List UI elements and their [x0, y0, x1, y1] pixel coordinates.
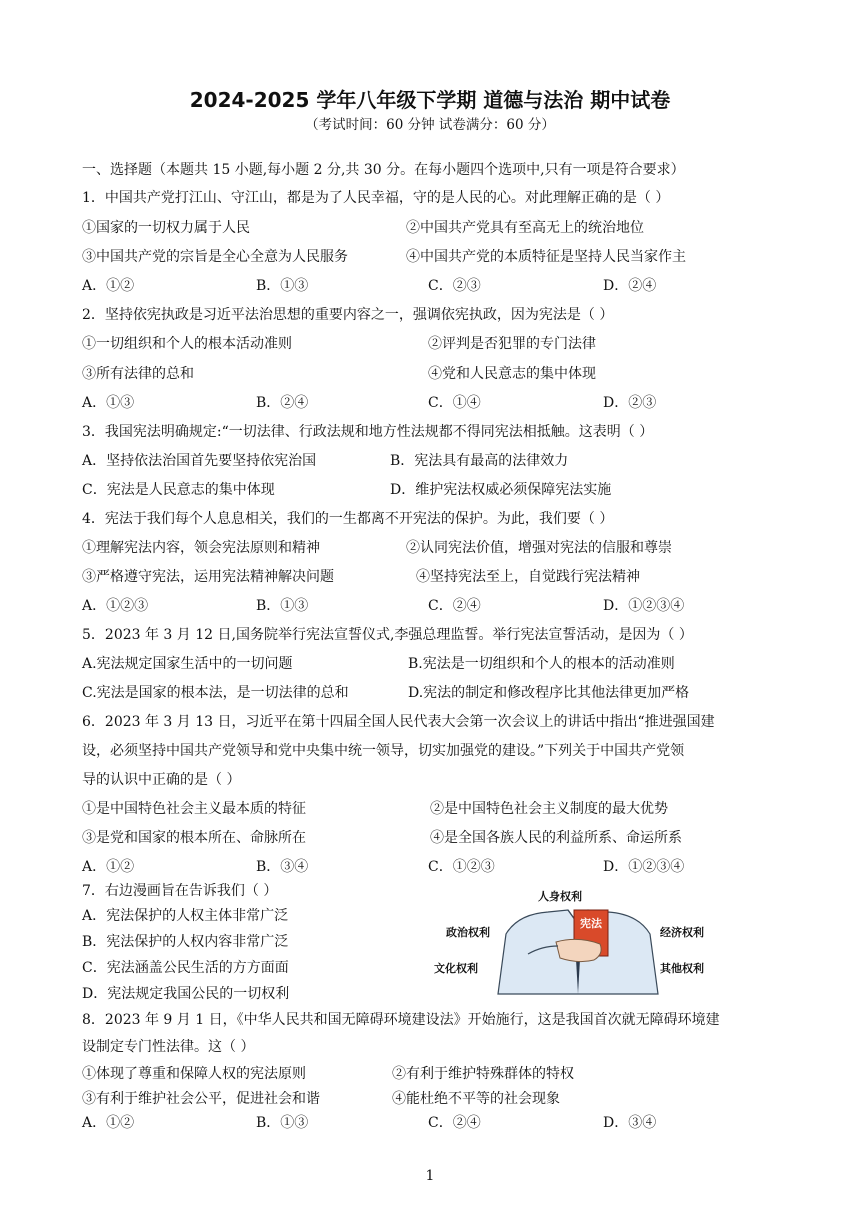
q2-statement-2: ②评判是否犯罪的专门法律: [428, 336, 596, 352]
q2-statement-3: ③所有法律的总和: [82, 366, 194, 382]
q3-option-c: C．宪法是人民意志的集中体现: [82, 482, 275, 498]
q6-statement-4: ④是全国各族人民的利益所系、命运所系: [430, 830, 682, 846]
page-number: 1: [425, 1168, 435, 1184]
q1-statement-1: ①国家的一切权力属于人民: [82, 220, 250, 236]
q4-option-a: A．①②③: [82, 598, 149, 614]
q1-option-b: B．①③: [256, 278, 309, 294]
q1-option-d: D．②④: [603, 278, 657, 294]
question-6-stem-line-2: 设，必须坚持中国共产党领导和党中央集中统一领导，切实加强党的建设。”下列关于中国共产党领: [82, 743, 685, 759]
question-8-stem-line-2: 设制定专门性法律。这（ ）: [82, 1039, 255, 1055]
q6-option-b: B．③④: [256, 859, 309, 875]
q2-option-d: D．②③: [603, 395, 657, 411]
exam-subtitle: （考试时间：60 分钟 试卷满分：60 分）: [305, 117, 555, 133]
question-2-stem: 2．坚持依宪执政是习近平法治思想的重要内容之一，强调依宪执政，因为宪法是（ ）: [82, 307, 614, 323]
question-7-stem: 7．右边漫画旨在告诉我们（ ）: [82, 883, 278, 899]
q2-statement-1: ①一切组织和个人的根本活动准则: [82, 336, 292, 352]
q8-option-b: B．①③: [256, 1115, 309, 1131]
q2-option-a: A．①③: [82, 395, 135, 411]
q3-option-a: A．坚持依法治国首先要坚持依宪治国: [82, 453, 317, 469]
exam-title: 2024-2025 学年八年级下学期 道德与法治 期中试卷: [189, 88, 671, 112]
q2-option-c: C．①④: [428, 395, 481, 411]
q5-option-c: C.宪法是国家的根本法，是一切法律的总和: [82, 685, 349, 701]
q8-option-c: C．②④: [428, 1115, 481, 1131]
q5-option-b: B.宪法是一切组织和个人的根本的活动准则: [408, 656, 675, 672]
q3-option-d: D．维护宪法权威必须保障宪法实施: [390, 482, 612, 498]
q4-statement-1: ①理解宪法内容，领会宪法原则和精神: [82, 540, 320, 556]
q6-option-d: D．①②③④: [603, 859, 685, 875]
cartoon-label-political-rights: 政治权利: [446, 926, 490, 939]
q4-option-d: D．①②③④: [603, 598, 685, 614]
question-5-stem: 5．2023 年 3 月 12 日,国务院举行宪法宣誓仪式,李强总理监誓。举行宪法宣誓活动，是因为（ ）: [82, 627, 693, 643]
q8-statement-3: ③有利于维护社会公平，促进社会和谐: [82, 1091, 320, 1107]
question-4-stem: 4．宪法于我们每个人息息相关，我们的一生都离不开宪法的保护。为此，我们要（ ）: [82, 511, 614, 527]
q1-option-a: A．①②: [82, 278, 135, 294]
q8-option-a: A．①②: [82, 1115, 135, 1131]
section-heading: 一、选择题（本题共 15 小题,每小题 2 分,共 30 分。在每小题四个选项中,只有一项是符合要求）: [82, 162, 685, 178]
q4-option-c: C．②④: [428, 598, 481, 614]
constitution-cartoon: [428, 884, 728, 996]
q6-statement-1: ①是中国特色社会主义最本质的特征: [82, 801, 306, 817]
q7-option-d: D．宪法规定我国公民的一切权利: [82, 986, 290, 1002]
q2-option-b: B．②④: [256, 395, 309, 411]
cartoon-label-cultural-rights: 文化权利: [434, 962, 478, 975]
q6-statement-2: ②是中国特色社会主义制度的最大优势: [430, 801, 668, 817]
q5-option-a: A.宪法规定国家生活中的一切问题: [82, 656, 293, 672]
q3-option-b: B．宪法具有最高的法律效力: [390, 453, 569, 469]
q8-statement-4: ④能杜绝不平等的社会现象: [392, 1091, 560, 1107]
q1-statement-4: ④中国共产党的本质特征是坚持人民当家作主: [406, 249, 686, 265]
q4-option-b: B．①③: [256, 598, 309, 614]
q6-statement-3: ③是党和国家的根本所在、命脉所在: [82, 830, 306, 846]
cartoon-label-other-rights: 其他权利: [660, 962, 704, 975]
q4-statement-4: ④坚持宪法至上，自觉践行宪法精神: [416, 569, 640, 585]
question-6-stem-line-1: 6．2023 年 3 月 13 日，习近平在第十四届全国人民代表大会第一次会议上的讲话中指出“推进强国建: [82, 714, 715, 730]
question-6-stem-line-3: 导的认识中正确的是（ ）: [82, 772, 241, 788]
q8-option-d: D．③④: [603, 1115, 657, 1131]
cartoon-label-personal-rights: 人身权利: [538, 890, 582, 903]
q8-statement-2: ②有利于维护特殊群体的特权: [392, 1066, 574, 1082]
q1-statement-2: ②中国共产党具有至高无上的统治地位: [406, 220, 644, 236]
q5-option-d: D.宪法的制定和修改程序比其他法律更加严格: [408, 685, 690, 701]
q6-option-a: A．①②: [82, 859, 135, 875]
q4-statement-2: ②认同宪法价值，增强对宪法的信服和尊崇: [406, 540, 672, 556]
q1-statement-3: ③中国共产党的宗旨是全心全意为人民服务: [82, 249, 348, 265]
cartoon-book-label: 宪法: [580, 917, 602, 930]
q2-statement-4: ④党和人民意志的集中体现: [428, 366, 596, 382]
q7-option-a: A．宪法保护的人权主体非常广泛: [82, 908, 289, 924]
q7-option-b: B．宪法保护的人权内容非常广泛: [82, 934, 289, 950]
q8-statement-1: ①体现了尊重和保障人权的宪法原则: [82, 1066, 306, 1082]
q7-option-c: C．宪法涵盖公民生活的方方面面: [82, 960, 289, 976]
question-3-stem: 3．我国宪法明确规定:“一切法律、行政法规和地方性法规都不得同宪法相抵触。这表明（ ）: [82, 424, 654, 440]
q6-option-c: C．①②③: [428, 859, 495, 875]
question-8-stem-line-1: 8．2023 年 9 月 1 日，《中华人民共和国无障碍环境建设法》开始施行，这是我国首次就无障碍环境建: [82, 1012, 720, 1028]
question-1-stem: 1．中国共产党打江山、守江山，都是为了人民幸福，守的是人民的心。对此理解正确的是（ ）: [82, 190, 670, 206]
cartoon-label-economic-rights: 经济权利: [660, 926, 704, 939]
q4-statement-3: ③严格遵守宪法，运用宪法精神解决问题: [82, 569, 334, 585]
q1-option-c: C．②③: [428, 278, 481, 294]
